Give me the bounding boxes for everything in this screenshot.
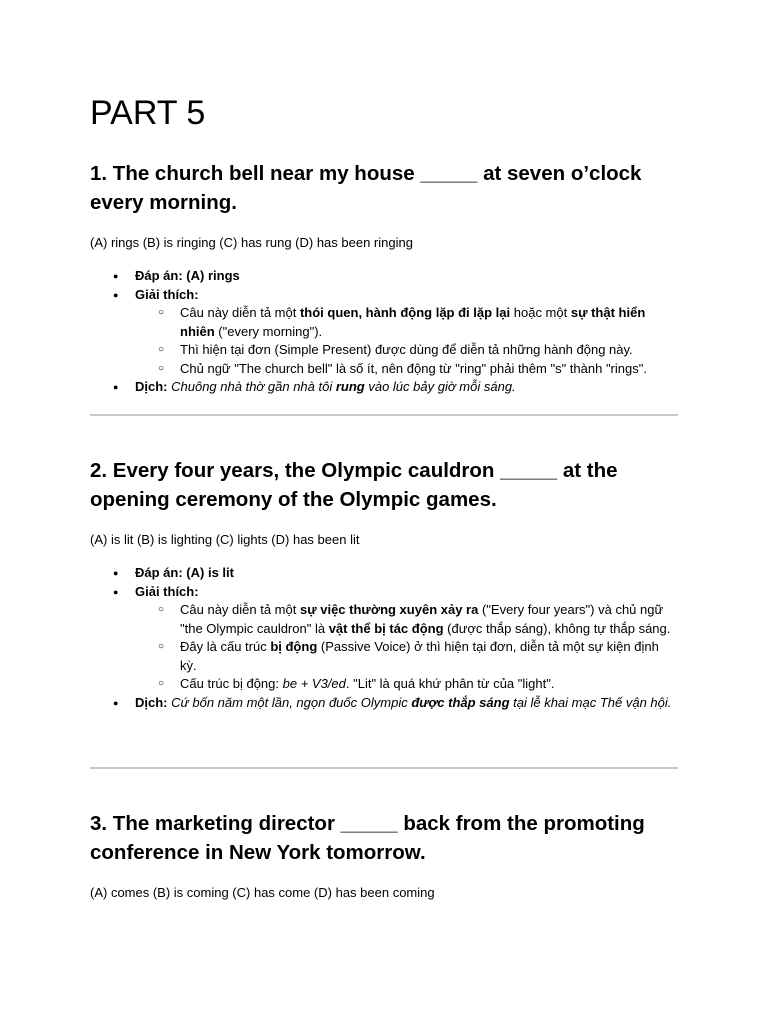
- q2-e2-bold-b: bị động: [270, 639, 318, 654]
- q2-e1-bold-d: vật thể bị tác động: [328, 620, 444, 636]
- q1-explain-item: [90, 286, 678, 379]
- question-3-text: 3. The marketing director _____ back from the promoting conference in New York tomorrow.: [90, 812, 645, 864]
- q1-answer: (A) rings: [186, 268, 240, 283]
- q1-translate-item: [90, 378, 678, 397]
- q2-translate-label: Dịch:: [135, 694, 168, 710]
- q1-explain-label: Giải thích:: [135, 286, 199, 302]
- question-3-options-block: [90, 884, 678, 902]
- q2-translate-b: được thắp sáng: [411, 694, 510, 710]
- q2-e3-text-c: . "Lit" là quá khứ phân từ của "light".: [345, 676, 555, 691]
- q2-e1-text-c: ("Every four years") và chủ ngữ "the Olympic cauldron" là: [180, 602, 664, 636]
- q1-answer-item: [90, 267, 678, 286]
- q2-explain-1: [135, 601, 678, 638]
- q2-e2-text-c: (Passive Voice) ở thì hiện tại đơn, diễn tả một sự kiện định kỳ.: [180, 639, 659, 673]
- q2-e3-text-a: Cấu trúc bị động:: [180, 676, 283, 691]
- q2-e3-italic-b: be + V3/ed: [282, 676, 346, 691]
- section-divider-1: [90, 414, 678, 416]
- question-1-explanation: [90, 267, 678, 397]
- q1-translate-c: vào lúc bảy giờ mỗi sáng.: [364, 379, 516, 394]
- q2-explain-3: [135, 675, 678, 694]
- q2-e2-text-a: Đây là cấu trúc: [180, 639, 271, 654]
- q1-explain-3: ○ Chủ ngữ "The church bell" là số ít, nên động từ "ring" phải thêm "s" thành "rings".: [135, 360, 678, 379]
- q2-answer: (A) is lit: [186, 565, 234, 580]
- q2-explain-item: [90, 583, 678, 694]
- q2-e1-bold-b: sự việc thường xuyên xảy ra: [299, 602, 479, 617]
- question-1-options: (A) rings (B) is ringing (C) has rung (D) has been ringing: [90, 235, 413, 250]
- q1-translate-b: rung: [335, 379, 365, 394]
- q1-translate-a: Chuông nhà thờ gần nhà tôi: [171, 379, 336, 394]
- question-2-text: 2. Every four years, the Olympic cauldron _____ at the opening ceremony of the Olympic games.: [90, 459, 618, 511]
- question-2: [90, 456, 678, 514]
- question-3: [90, 809, 678, 867]
- q2-answer-label: Đáp án:: [135, 565, 183, 580]
- question-2-options: (A) is lit (B) is lighting (C) lights (D) has been lit: [90, 532, 360, 547]
- q2-translate-c: tại lễ khai mạc Thế vận hội.: [509, 694, 672, 710]
- part-title: PART 5: [90, 94, 206, 132]
- q2-answer-item: [90, 564, 678, 583]
- q1-e1-text-e: ("every morning").: [214, 323, 323, 339]
- question-2-explanation: [90, 564, 678, 712]
- q2-e1-text-a: Câu này diễn tả một: [180, 602, 300, 617]
- q1-translate-label: Dịch:: [135, 379, 168, 394]
- q1-explain-2: ○ Thì hiện tại đơn (Simple Present) được dùng để diễn tả những hành động này.: [135, 341, 678, 360]
- q1-answer-label: Đáp án:: [135, 268, 183, 283]
- question-3-options: (A) comes (B) is coming (C) has come (D) has been coming: [90, 885, 435, 900]
- q1-e1-bold-d: sự thật hiển nhiên: [180, 305, 646, 339]
- q1-e1-text-c: hoặc một: [510, 305, 571, 320]
- q1-e1-text-a: Câu này diễn tả một: [180, 305, 300, 320]
- q2-explain-2: [135, 638, 678, 675]
- question-1-text: 1. The church bell near my house _____ at seven o’clock every morning.: [90, 162, 642, 214]
- question-1: [90, 159, 678, 217]
- question-2-options-block: [90, 531, 678, 549]
- q2-e1-text-e: (được thắp sáng), không tự thắp sáng.: [443, 620, 671, 636]
- question-1-options-block: [90, 234, 678, 252]
- section-divider-2: [90, 767, 678, 769]
- q2-translate-a: Cứ bốn năm một lần, ngọn đuốc Olympic: [171, 694, 412, 710]
- q1-explain-1: [135, 304, 678, 341]
- q2-translate-item: [90, 694, 678, 713]
- q2-explain-label: Giải thích:: [135, 583, 199, 599]
- q1-e1-bold-b: thói quen, hành động lặp đi lặp lại: [299, 305, 511, 320]
